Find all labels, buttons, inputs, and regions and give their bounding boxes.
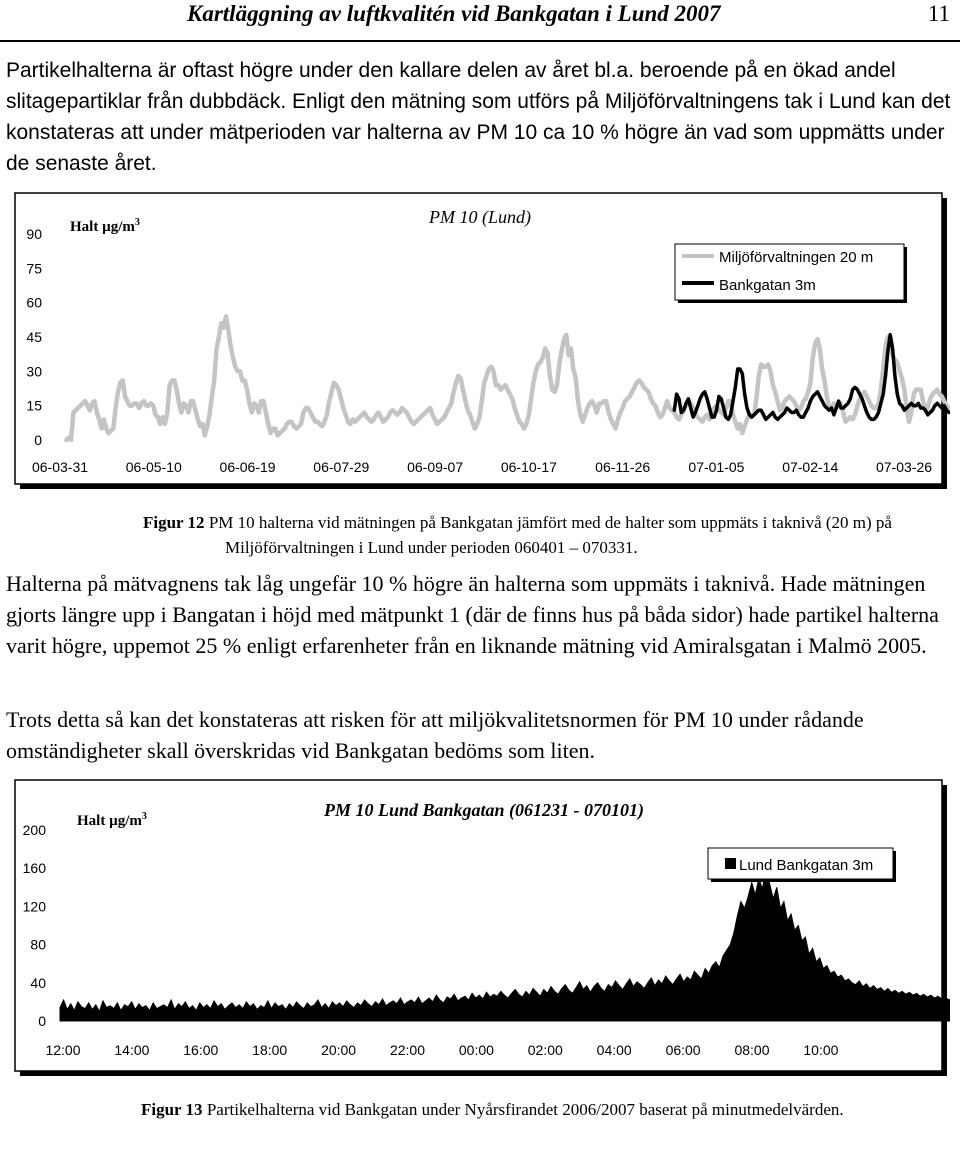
y-tick-label: 30 xyxy=(26,363,42,380)
paragraph-trots: Trots detta så kan det konstateras att risken för att miljökvalitetsnormen för PM 10 under rådande omständigheter skall överskridas vid Bankgatan bedöms som liten. xyxy=(6,707,864,763)
x-tick-label: 07-01-05 xyxy=(688,459,745,475)
paragraph-halterna: Halterna på mätvagnens tak låg ungefär 10 % högre än halterna som uppmäts i taknivå. Hade mätningen gjorts längre upp i Bangatan i höjd med mätpunkt 1 (där de finns hus på båda sidor) hade partikel halterna varit högre, uppemot 25 % enligt erfarenheter från en liknande mätning vid Amiralsgatan i Malmö 2005. xyxy=(6,571,939,658)
legend-label-miljoforvaltningen: Miljöförvaltningen 20 m xyxy=(719,249,874,266)
y-tick-label: 40 xyxy=(30,974,46,991)
chart-bankgatan-nyar-svg xyxy=(14,779,950,1079)
y-tick-label: 15 xyxy=(26,397,42,414)
y-tick-label: 0 xyxy=(38,1013,46,1029)
x-tick-label: 06-05-10 xyxy=(125,459,182,475)
header-rule xyxy=(0,40,960,42)
chart-frame xyxy=(15,780,942,1071)
x-tick-label: 02:00 xyxy=(527,1042,563,1058)
x-tick-label: 16:00 xyxy=(183,1042,219,1058)
y-tick-label: 80 xyxy=(30,936,46,953)
legend-label-bankgatan: Bankgatan 3m xyxy=(719,277,816,294)
x-tick-label: 10:00 xyxy=(803,1042,839,1058)
paragraph-intro: Partikelhalterna är oftast högre under den kallare delen av året bl.a. beroende på en ökad andel slitagepartiklar från dubbdäck. Enligt den mätning som utförs på Miljöförvaltningens tak i Lund kan det konstateras att under mätperioden var halterna av PM 10 ca 10 % högre än vad som uppmätts under de senaste året. xyxy=(6,59,951,175)
x-tick-label: 06:00 xyxy=(665,1042,701,1058)
y-tick-label: 60 xyxy=(26,294,42,311)
y-tick-label: 0 xyxy=(34,432,42,448)
document-title: Kartläggning av luftkvalitén vid Bankgatan i Lund 2007 xyxy=(187,1,721,26)
y-tick-label: 120 xyxy=(22,898,46,915)
x-tick-label: 08:00 xyxy=(734,1042,770,1058)
chart-pm10-lund-svg xyxy=(14,192,950,492)
y-axis-label-sup: 3 xyxy=(134,217,140,228)
figure-12-text: PM 10 halterna vid mätningen på Bankgatan jämfört med de halter som uppmäts i taknivå (20 m) på Miljöförvaltningen i Lund under perioden 060401 – 070331. xyxy=(208,513,892,557)
legend-swatch-bankgatan xyxy=(725,858,736,869)
y-axis-label-text: Halt µg/m xyxy=(70,219,135,235)
chart-bankgatan-nyar xyxy=(14,779,950,1079)
y-tick-label: 160 xyxy=(22,860,46,877)
page-header xyxy=(0,0,960,40)
legend-label-bankgatan: Lund Bankgatan 3m xyxy=(739,857,874,874)
chart-title: PM 10 Lund Bankgatan (061231 - 070101) xyxy=(323,800,645,820)
figure-13-caption xyxy=(141,1097,923,1122)
x-tick-label: 22:00 xyxy=(389,1042,426,1058)
y-tick-label: 90 xyxy=(26,226,42,242)
x-tick-label: 06-11-26 xyxy=(595,459,651,475)
y-axis-label-sup: 3 xyxy=(141,811,147,822)
y-tick-label: 200 xyxy=(22,822,46,838)
x-tick-label: 20:00 xyxy=(321,1042,357,1058)
x-tick-label: 06-10-17 xyxy=(500,459,557,475)
figure-12-caption xyxy=(143,510,960,560)
x-tick-label: 06-09-07 xyxy=(407,459,464,475)
x-tick-label: 06-06-19 xyxy=(219,459,276,475)
y-axis-label-text: Halt µg/m xyxy=(77,813,142,829)
x-tick-label: 14:00 xyxy=(114,1042,150,1058)
y-axis-label xyxy=(77,811,147,829)
figure-13-text: Partikelhalterna vid Bankgatan under Nyårsfirandet 2006/2007 baserat på minutmedelvärden. xyxy=(206,1100,844,1119)
chart-pm10-lund xyxy=(14,192,950,492)
x-tick-label: 12:00 xyxy=(45,1042,81,1058)
page-number: 11 xyxy=(927,1,950,26)
x-tick-label: 07-02-14 xyxy=(782,459,839,475)
y-axis-label xyxy=(70,217,140,235)
legend xyxy=(675,244,907,303)
y-tick-label: 75 xyxy=(26,260,42,277)
x-tick-label: 00:00 xyxy=(458,1042,494,1058)
figure-13-label: Figur 13 xyxy=(141,1100,203,1119)
x-tick-label: 07-03-26 xyxy=(875,459,933,475)
y-tick-label: 45 xyxy=(26,329,42,345)
x-tick-label: 06-07-29 xyxy=(313,459,370,475)
x-tick-label: 04:00 xyxy=(596,1042,632,1058)
x-tick-label: 18:00 xyxy=(252,1042,288,1058)
x-tick-label: 06-03-31 xyxy=(31,459,89,475)
chart-title: PM 10 (Lund) xyxy=(429,207,531,227)
figure-12-label: Figur 12 xyxy=(143,513,205,532)
chart-frame xyxy=(15,193,942,484)
legend xyxy=(708,848,896,882)
